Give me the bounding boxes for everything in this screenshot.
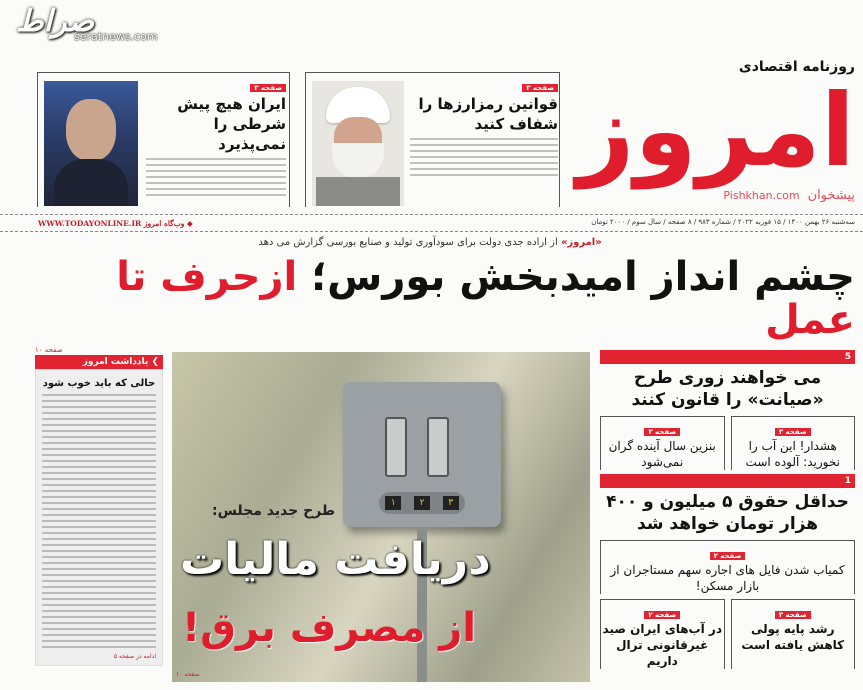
cartoon-red: از مصرف برق!: [182, 605, 477, 651]
mid-story-title: کمیاب شدن فایل های اجاره سهم مستاجران از بازار مسکن!: [610, 563, 845, 593]
page-tag: صفحه ۳: [250, 84, 286, 92]
sub-story-title: بنزین سال آینده گران نمی‌شود: [608, 439, 716, 469]
masthead-title: امروز: [576, 72, 855, 189]
page-tag: صفحه ۳: [775, 611, 811, 619]
red-banner: [600, 474, 855, 488]
headline-black: چشم انداز امیدبخش بورس؛: [311, 254, 855, 300]
chevron-icon: ❯: [148, 357, 159, 367]
page-tag: صفحه ۳: [644, 428, 680, 436]
kicker-source: «امروز»: [560, 237, 602, 248]
continued-label: ادامه در صفحه ۵: [113, 653, 156, 660]
page-tag: صفحه ۱۰: [176, 671, 200, 678]
page-number: 1: [844, 476, 851, 486]
light-switch-illustration: [343, 382, 501, 527]
editorial-text: [42, 394, 156, 648]
divider: [0, 214, 863, 215]
counter-digit: ۱: [385, 496, 401, 510]
sub-story-title: رشد پایه پولی کاهش یافته است: [741, 622, 845, 652]
section-banner: [35, 355, 163, 369]
sub-story-title: در آب‌های ایران صید غیرقانونی ترال داریم: [602, 622, 722, 668]
photo-spokesman: [44, 81, 138, 206]
pishkhan-watermark: پیشخوان: [807, 188, 855, 203]
website-link[interactable]: [38, 219, 193, 228]
cartoon-image[interactable]: [172, 352, 590, 682]
website-url[interactable]: WWW.TODAYONLINE.IR: [38, 219, 142, 228]
section-label: یادداشت امروز: [82, 357, 149, 367]
story-title[interactable]: حداقل حقوق ۵ میلیون و ۴۰۰ هزار تومان خواهد شد: [606, 492, 849, 534]
sub-story[interactable]: [600, 599, 725, 669]
cartoon-title: دریافت مالیات: [180, 534, 491, 585]
editorial-body: [35, 369, 163, 666]
top-story-2[interactable]: [305, 72, 560, 207]
serat-logo: صراط: [16, 4, 95, 39]
meter-counter: [379, 492, 465, 514]
counter-digit: ۳: [443, 496, 459, 510]
sub-story[interactable]: [600, 416, 725, 470]
masthead-subtitle: روزنامه اقتصادی: [738, 59, 855, 75]
cartoon-kicker: طرح جدید مجلس:: [212, 503, 336, 519]
mid-story[interactable]: [600, 540, 855, 594]
story-title: قوانین رمزارزها را شفاف کنید: [418, 95, 558, 133]
page-tag: صفحه ۲: [710, 552, 746, 560]
headline-red: ازحرف تا عمل: [116, 254, 855, 343]
issue-line: سه‌شنبه ۲۶ بهمن ۱۴۰۰ / ۱۵ فوریه ۲۰۲۲ / شماره ۹۸۳ / ۸ صفحه / سال سوم / ۲۰۰۰ تومان: [591, 218, 855, 226]
right-column: [600, 350, 855, 669]
page-tag: صفحه ۲: [644, 611, 680, 619]
page-tag: صفحه ۳: [522, 84, 558, 92]
story-title[interactable]: می خواهند زوری طرح «صیانت» را قانون کنند: [631, 368, 824, 410]
masthead: [575, 58, 855, 210]
divider: [0, 231, 863, 232]
red-banner: [600, 350, 855, 364]
page-tag: صفحه ۱۰: [35, 346, 63, 354]
story-body: [146, 158, 286, 196]
photo-cleric: [312, 81, 404, 206]
top-story-1[interactable]: [37, 72, 290, 207]
maple-leaf-icon: ◆: [187, 219, 193, 228]
watermark-logo: [12, 4, 162, 48]
watermark-url: seratnews.com: [74, 30, 158, 43]
page-number: 5: [844, 352, 851, 362]
story-body: [410, 138, 558, 176]
headline-kicker: [140, 236, 720, 250]
editorial-column[interactable]: [35, 345, 163, 666]
sub-story-title: هشدار! این آب را نخورید: آلوده است: [745, 439, 840, 469]
website-label: وب‌گاه امروز: [143, 219, 185, 228]
editorial-title: حالی که باید خوب شود: [42, 378, 156, 389]
story-title: ایران هیچ پیش شرطی را نمی‌پذیرد: [177, 95, 286, 153]
page-tag: صفحه ۳: [775, 428, 811, 436]
sub-story[interactable]: [731, 599, 856, 669]
kicker-text: از اراده جدی دولت برای سودآوری تولید و صنایع بورسی گزارش می دهد: [258, 237, 558, 248]
sub-story[interactable]: [731, 416, 856, 470]
pishkhan-url: Pishkhan.com: [723, 189, 800, 202]
main-headline[interactable]: [30, 256, 855, 342]
counter-digit: ۲: [414, 496, 430, 510]
